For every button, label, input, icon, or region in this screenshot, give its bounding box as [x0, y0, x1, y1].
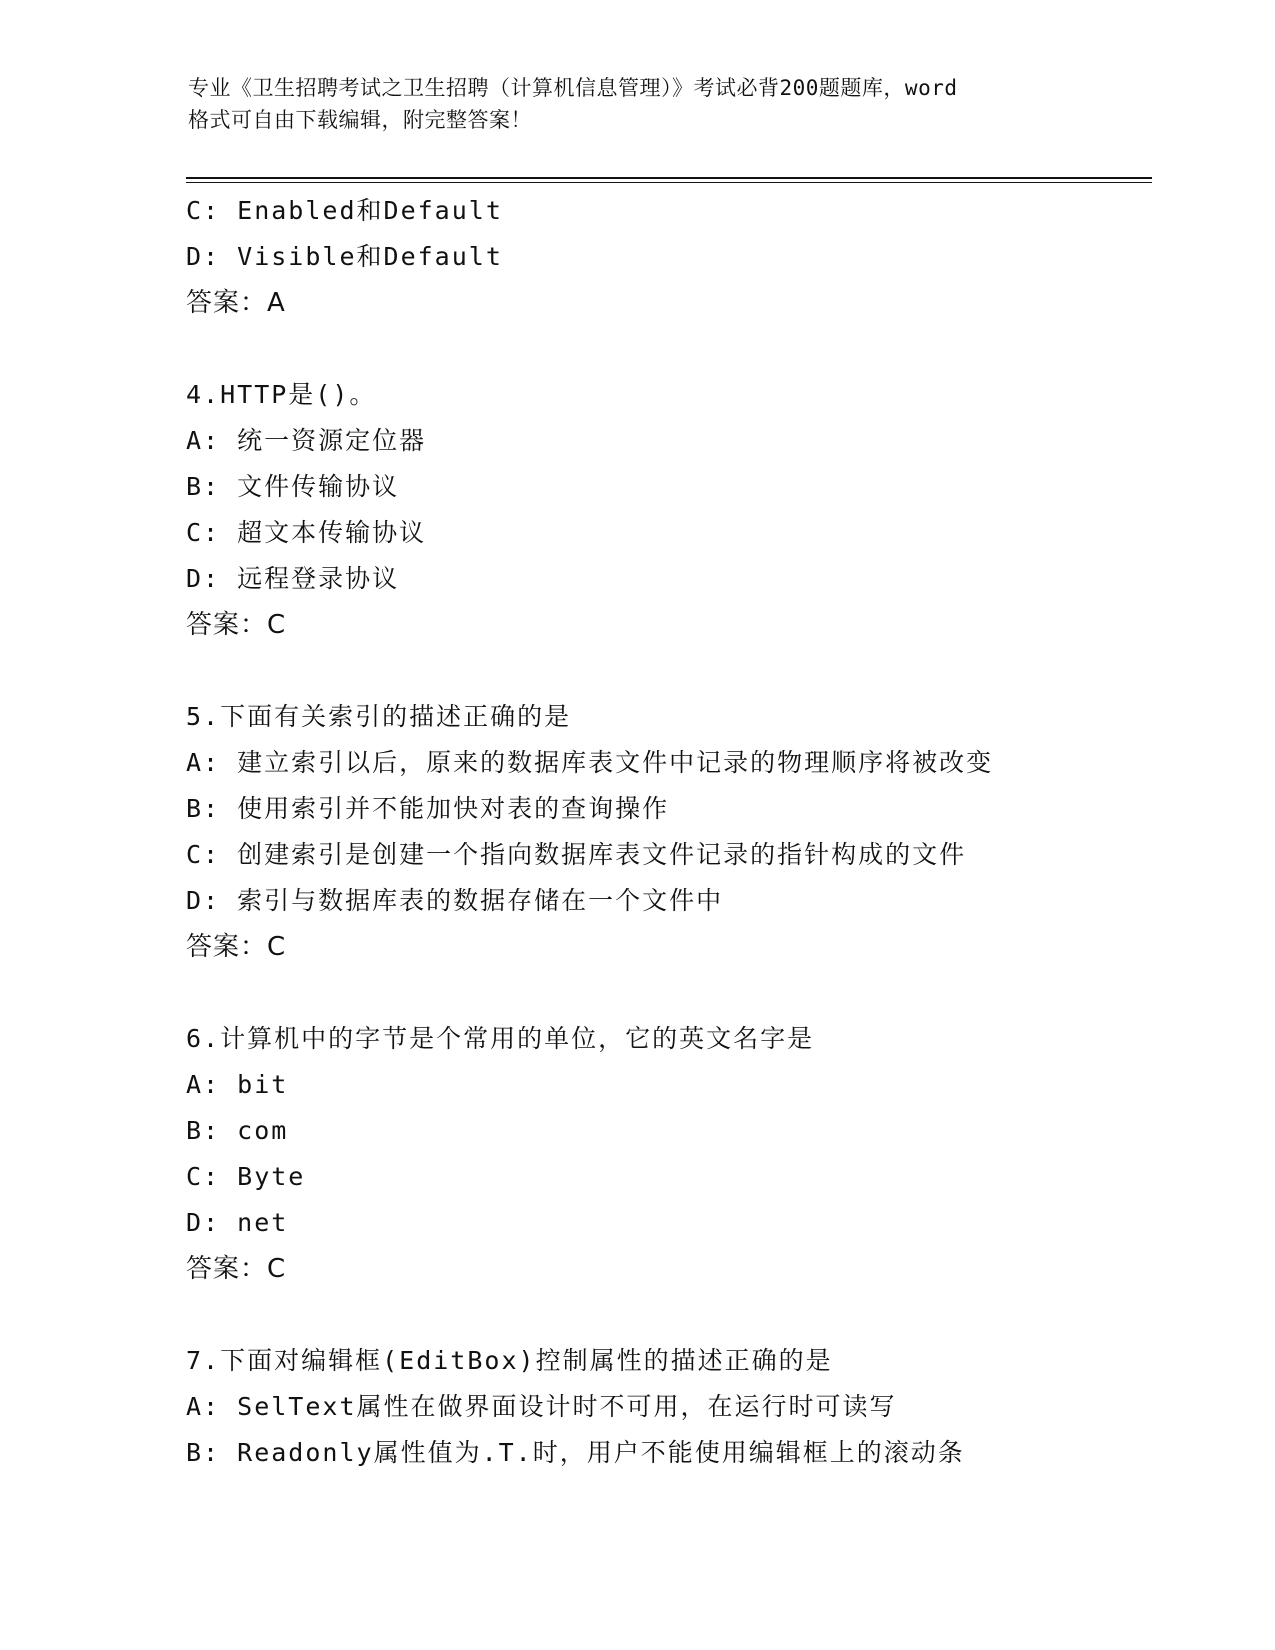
- option-b: B: 使用索引并不能加快对表的查询操作: [186, 794, 670, 823]
- header-title-line-2: 格式可自由下载编辑，附完整答案！: [188, 108, 532, 132]
- option-c: C: 超文本传输协议: [186, 518, 427, 547]
- option-a: A: bit: [186, 1070, 289, 1099]
- option-d: D: 索引与数据库表的数据存储在一个文件中: [186, 886, 724, 915]
- question-5: [186, 694, 1152, 970]
- question-4: [186, 372, 1152, 648]
- option-d: D: Visible和Default: [186, 242, 503, 271]
- question-list: [186, 188, 1152, 1476]
- option-d: D: net: [186, 1208, 289, 1237]
- question-spacer: [186, 1292, 1152, 1338]
- question-3-continued: [186, 188, 1152, 326]
- option-a: A: SelText属性在做界面设计时不可用，在运行时可读写: [186, 1392, 897, 1421]
- option-c: C: Byte: [186, 1162, 306, 1191]
- header-divider-thin: [186, 182, 1152, 183]
- document-header: [188, 72, 1088, 136]
- option-b: B: com: [186, 1116, 289, 1145]
- option-d: D: 远程登录协议: [186, 564, 400, 593]
- header-divider-thick: [186, 177, 1152, 179]
- question-7: [186, 1338, 1152, 1476]
- header-title-line-1: 专业《卫生招聘考试之卫生招聘（计算机信息管理）》考试必背200题题库，word: [188, 76, 958, 100]
- question-spacer: [186, 970, 1152, 1016]
- question-spacer: [186, 648, 1152, 694]
- question-stem: 6.计算机中的字节是个常用的单位，它的英文名字是: [186, 1024, 815, 1053]
- question-stem: 7.下面对编辑框(EditBox)控制属性的描述正确的是: [186, 1346, 833, 1375]
- question-stem: 4.HTTP是()。: [186, 380, 377, 409]
- question-spacer: [186, 326, 1152, 372]
- answer-line: 答案：C: [186, 932, 287, 962]
- option-a: A: 统一资源定位器: [186, 426, 427, 455]
- answer-line: 答案：C: [186, 1254, 287, 1284]
- option-a: A: 建立索引以后，原来的数据库表文件中记录的物理顺序将被改变: [186, 748, 994, 777]
- answer-line: 答案：A: [186, 288, 286, 318]
- question-6: [186, 1016, 1152, 1292]
- option-c: C: 创建索引是创建一个指向数据库表文件记录的指针构成的文件: [186, 840, 967, 869]
- option-b: B: 文件传输协议: [186, 472, 400, 501]
- question-stem: 5.下面有关索引的描述正确的是: [186, 702, 572, 731]
- option-b: B: Readonly属性值为.T.时，用户不能使用编辑框上的滚动条: [186, 1438, 965, 1467]
- answer-line: 答案：C: [186, 610, 287, 640]
- option-c: C: Enabled和Default: [186, 196, 503, 225]
